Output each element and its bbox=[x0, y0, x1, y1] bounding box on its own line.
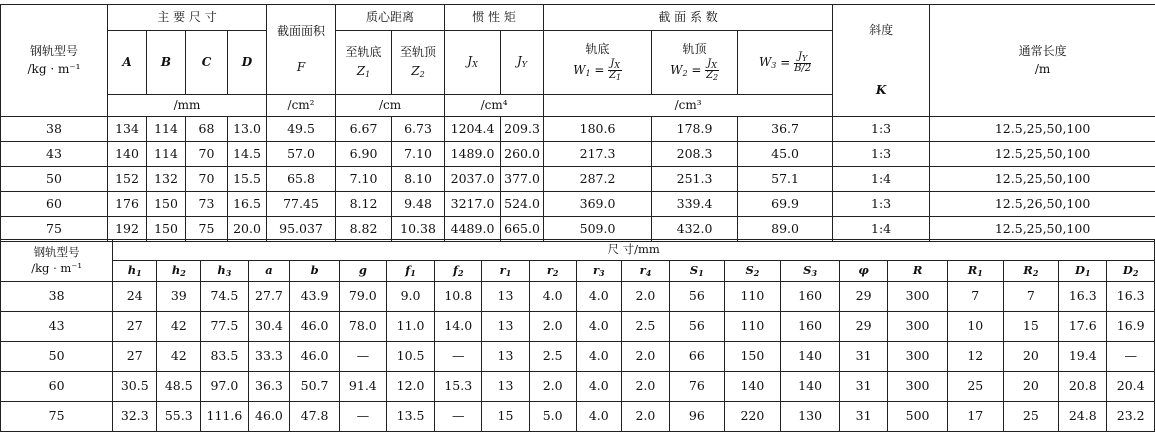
table-cell: 152 bbox=[108, 167, 147, 192]
column-header-r4: $r_4$ bbox=[621, 261, 669, 282]
table-cell: 49.5 bbox=[267, 117, 336, 142]
column-header-φ: φ bbox=[839, 261, 887, 282]
rail-type-cell: 43 bbox=[1, 142, 108, 167]
dim-a: A bbox=[108, 31, 147, 95]
table-cell: 665.0 bbox=[501, 217, 544, 242]
table-cell: 20.8 bbox=[1059, 372, 1107, 402]
table-cell: 19.4 bbox=[1059, 342, 1107, 372]
table-cell: 13 bbox=[482, 342, 529, 372]
rail-type-label-2: 钢轨型号 bbox=[1, 246, 112, 259]
table-cell: 140 bbox=[781, 342, 840, 372]
table-cell: 25 bbox=[1003, 402, 1059, 432]
table-cell: 432.0 bbox=[652, 217, 738, 242]
table-cell: 66 bbox=[670, 342, 725, 372]
table-cell: 7 bbox=[947, 282, 1003, 312]
table-cell: 2.0 bbox=[621, 282, 669, 312]
section-modulus-header: 截 面 系 数 bbox=[544, 5, 833, 31]
table-row bbox=[1, 117, 1155, 142]
table-cell: 27 bbox=[113, 342, 157, 372]
table-cell: 17.6 bbox=[1059, 312, 1107, 342]
table-cell: 134 bbox=[108, 117, 147, 142]
table-cell: 50.7 bbox=[290, 372, 339, 402]
table-cell: 57.1 bbox=[738, 167, 833, 192]
table-cell: 56 bbox=[670, 282, 725, 312]
table-cell: 114 bbox=[147, 117, 186, 142]
table-cell: 140 bbox=[781, 372, 840, 402]
table-cell: 150 bbox=[147, 192, 186, 217]
table-cell: 12.5,25,50,100 bbox=[930, 142, 1155, 167]
unit-cm4: /cm⁴ bbox=[445, 95, 544, 117]
rail-type-cell: 50 bbox=[1, 167, 108, 192]
modulus-w2: 轨顶 $W_2$ = $\frac{J_X}{Z_2}$ bbox=[652, 31, 738, 95]
column-header-b: b bbox=[290, 261, 339, 282]
column-header-d1: $D_1$ bbox=[1059, 261, 1107, 282]
table-cell: 77.5 bbox=[201, 312, 248, 342]
column-header-s2: $S_2$ bbox=[724, 261, 781, 282]
area-header bbox=[267, 5, 336, 95]
unit-cm: /cm bbox=[336, 95, 445, 117]
table-cell: 12 bbox=[947, 342, 1003, 372]
dim-b: B bbox=[147, 31, 186, 95]
table-cell: — bbox=[435, 402, 482, 432]
table-cell: 2.0 bbox=[621, 342, 669, 372]
table-cell: 73 bbox=[186, 192, 228, 217]
table-cell: 42 bbox=[157, 342, 201, 372]
table-cell: 68 bbox=[186, 117, 228, 142]
table-cell: 27.7 bbox=[248, 282, 290, 312]
table-cell: 70 bbox=[186, 167, 228, 192]
table-cell: 110 bbox=[724, 312, 781, 342]
rail-type-unit-2: /kg · m⁻¹ bbox=[1, 262, 112, 275]
table-cell: 14.0 bbox=[435, 312, 482, 342]
table-cell: 89.0 bbox=[738, 217, 833, 242]
table-cell: 114 bbox=[147, 142, 186, 167]
rail-type-header bbox=[1, 5, 108, 117]
table-cell: 25 bbox=[947, 372, 1003, 402]
table-cell: 16.3 bbox=[1059, 282, 1107, 312]
table-cell: 160 bbox=[781, 282, 840, 312]
table-cell: 111.6 bbox=[201, 402, 248, 432]
table-row bbox=[1, 312, 1155, 342]
table-cell: 24 bbox=[113, 282, 157, 312]
table-cell: 46.0 bbox=[290, 342, 339, 372]
table-cell: 2.0 bbox=[529, 372, 576, 402]
table-cell: 70 bbox=[186, 142, 228, 167]
table-cell: 24.8 bbox=[1059, 402, 1107, 432]
rail-type-cell: 38 bbox=[1, 117, 108, 142]
table-cell: 2.0 bbox=[621, 372, 669, 402]
table-cell: 7.10 bbox=[336, 167, 392, 192]
table-cell: 23.2 bbox=[1107, 402, 1155, 432]
column-header-a: a bbox=[248, 261, 290, 282]
table-cell: 4.0 bbox=[576, 402, 621, 432]
dim-c: C bbox=[186, 31, 228, 95]
table-cell: — bbox=[435, 342, 482, 372]
table-cell: 9.0 bbox=[386, 282, 434, 312]
table-cell: 48.5 bbox=[157, 372, 201, 402]
table-cell: 91.4 bbox=[339, 372, 386, 402]
centroid-to-base-label: 至轨底 bbox=[336, 46, 391, 60]
table-cell: 500 bbox=[888, 402, 948, 432]
table-cell: — bbox=[339, 342, 386, 372]
table-cell: 1:3 bbox=[833, 117, 930, 142]
table-cell: 79.0 bbox=[339, 282, 386, 312]
table-cell: 6.73 bbox=[392, 117, 445, 142]
table-cell: 13 bbox=[482, 312, 529, 342]
table-cell: 16.3 bbox=[1107, 282, 1155, 312]
table-cell: 369.0 bbox=[544, 192, 652, 217]
column-header-h1: $h_1$ bbox=[113, 261, 157, 282]
rail-type-cell: 75 bbox=[1, 217, 108, 242]
centroid-to-top: 至轨顶 $Z_2$ bbox=[392, 31, 445, 95]
table-cell: 1:3 bbox=[833, 142, 930, 167]
table-cell: 220 bbox=[724, 402, 781, 432]
table-cell: 140 bbox=[108, 142, 147, 167]
dims-group-header: 尺 寸/mm bbox=[113, 240, 1155, 261]
centroid-to-base: 至轨底 $Z_1$ bbox=[336, 31, 392, 95]
table-cell: 3217.0 bbox=[445, 192, 501, 217]
table-cell: 339.4 bbox=[652, 192, 738, 217]
table-cell: 217.3 bbox=[544, 142, 652, 167]
table-cell: 13 bbox=[482, 372, 529, 402]
table-cell: 36.7 bbox=[738, 117, 833, 142]
column-header-h2: $h_2$ bbox=[157, 261, 201, 282]
table-cell: 17 bbox=[947, 402, 1003, 432]
table-cell: 31 bbox=[839, 402, 887, 432]
table-cell: 78.0 bbox=[339, 312, 386, 342]
table-cell: 130 bbox=[781, 402, 840, 432]
table-cell: 15 bbox=[482, 402, 529, 432]
table-cell: 39 bbox=[157, 282, 201, 312]
centroid-header: 质心距离 bbox=[336, 5, 445, 31]
table-cell: 45.0 bbox=[738, 142, 833, 167]
column-header-d2: $D_2$ bbox=[1107, 261, 1155, 282]
table-cell: 56 bbox=[670, 312, 725, 342]
table-cell: 7 bbox=[1003, 282, 1059, 312]
table-cell: 77.45 bbox=[267, 192, 336, 217]
table-cell: 300 bbox=[888, 312, 948, 342]
length-header bbox=[930, 5, 1155, 117]
table-cell: 10 bbox=[947, 312, 1003, 342]
table-cell: 180.6 bbox=[544, 117, 652, 142]
table-cell: 12.5,25,50,100 bbox=[930, 217, 1155, 242]
column-header-s1: $S_1$ bbox=[670, 261, 725, 282]
centroid-to-top-label: 至轨顶 bbox=[392, 46, 444, 60]
table-cell: 10.8 bbox=[435, 282, 482, 312]
table-cell: 4.0 bbox=[576, 312, 621, 342]
table-cell: 46.0 bbox=[290, 312, 339, 342]
table-cell: 524.0 bbox=[501, 192, 544, 217]
table-cell: 10.38 bbox=[392, 217, 445, 242]
table-cell: 20 bbox=[1003, 372, 1059, 402]
table-row bbox=[1, 342, 1155, 372]
table-cell: 2.0 bbox=[621, 402, 669, 432]
table-cell: 16.5 bbox=[228, 192, 267, 217]
table-cell: 13.0 bbox=[228, 117, 267, 142]
table-cell: 69.9 bbox=[738, 192, 833, 217]
table-cell: 11.0 bbox=[386, 312, 434, 342]
unit-mm: /mm bbox=[108, 95, 267, 117]
table-cell: 7.10 bbox=[392, 142, 445, 167]
table-cell: 300 bbox=[888, 372, 948, 402]
column-header-g: g bbox=[339, 261, 386, 282]
table-cell: 377.0 bbox=[501, 167, 544, 192]
modulus-w3: $W_3$ = $\frac{J_Y}{B/2}$ bbox=[738, 31, 833, 95]
table-cell: 8.82 bbox=[336, 217, 392, 242]
rail-type-label: 钢轨型号 bbox=[1, 45, 107, 59]
table-cell: 178.9 bbox=[652, 117, 738, 142]
table-cell: 5.0 bbox=[529, 402, 576, 432]
table-row bbox=[1, 167, 1155, 192]
table-cell: 8.12 bbox=[336, 192, 392, 217]
table-cell: 32.3 bbox=[113, 402, 157, 432]
table-cell: 209.3 bbox=[501, 117, 544, 142]
table-cell: 4.0 bbox=[576, 282, 621, 312]
table-cell: 20 bbox=[1003, 342, 1059, 372]
table-cell: — bbox=[1107, 342, 1155, 372]
table-cell: 33.3 bbox=[248, 342, 290, 372]
unit-cm3: /cm³ bbox=[544, 95, 833, 117]
table-row bbox=[1, 402, 1155, 432]
table-cell: 1204.4 bbox=[445, 117, 501, 142]
length-unit: /m bbox=[930, 63, 1155, 77]
modulus-base-label: 轨底 bbox=[544, 43, 651, 57]
table-cell: 83.5 bbox=[201, 342, 248, 372]
rail-properties-table bbox=[0, 4, 1155, 242]
column-header-s3: $S_3$ bbox=[781, 261, 840, 282]
table-row bbox=[1, 142, 1155, 167]
table-cell: 12.0 bbox=[386, 372, 434, 402]
table-cell: 29 bbox=[839, 282, 887, 312]
slope-symbol: K bbox=[833, 84, 929, 98]
table-row bbox=[1, 372, 1155, 402]
table-cell: 176 bbox=[108, 192, 147, 217]
table-cell: 9.48 bbox=[392, 192, 445, 217]
table-cell: 13.5 bbox=[386, 402, 434, 432]
column-header-r3: $r_3$ bbox=[576, 261, 621, 282]
table-cell: 150 bbox=[147, 217, 186, 242]
modulus-w1: 轨底 $W_1$ = $\frac{J_X}{Z_1}$ bbox=[544, 31, 652, 95]
table-cell: 46.0 bbox=[248, 402, 290, 432]
table-cell: 14.5 bbox=[228, 142, 267, 167]
table-cell: 2.5 bbox=[621, 312, 669, 342]
table-cell: 43.9 bbox=[290, 282, 339, 312]
table-cell: 55.3 bbox=[157, 402, 201, 432]
table-cell: 74.5 bbox=[201, 282, 248, 312]
table-cell: 75 bbox=[186, 217, 228, 242]
rail-type-cell: 50 bbox=[1, 342, 113, 372]
table-cell: 16.9 bbox=[1107, 312, 1155, 342]
table-cell: 15.5 bbox=[228, 167, 267, 192]
table-cell: 509.0 bbox=[544, 217, 652, 242]
inertia-jx: $J_X$ bbox=[445, 31, 501, 95]
table-cell: 10.5 bbox=[386, 342, 434, 372]
rail-type-unit: /kg · m⁻¹ bbox=[1, 63, 107, 77]
main-dims-header: 主 要 尺 寸 bbox=[108, 5, 267, 31]
table-cell: 160 bbox=[781, 312, 840, 342]
rail-type-cell: 75 bbox=[1, 402, 113, 432]
table-cell: 95.037 bbox=[267, 217, 336, 242]
table-cell: 150 bbox=[724, 342, 781, 372]
table-cell: 300 bbox=[888, 342, 948, 372]
table-cell: 1:4 bbox=[833, 217, 930, 242]
table-cell: 140 bbox=[724, 372, 781, 402]
unit-cm2: /cm² bbox=[267, 95, 336, 117]
table-cell: 4.0 bbox=[529, 282, 576, 312]
table-cell: 27 bbox=[113, 312, 157, 342]
table-cell: 287.2 bbox=[544, 167, 652, 192]
column-header-f1: $f_1$ bbox=[386, 261, 434, 282]
table-cell: 4489.0 bbox=[445, 217, 501, 242]
table-cell: 6.67 bbox=[336, 117, 392, 142]
table-cell: 97.0 bbox=[201, 372, 248, 402]
table-cell: 20.0 bbox=[228, 217, 267, 242]
table-cell: 251.3 bbox=[652, 167, 738, 192]
table-row bbox=[1, 217, 1155, 242]
table-cell: 260.0 bbox=[501, 142, 544, 167]
column-header-r2: $R_2$ bbox=[1003, 261, 1059, 282]
table-cell: 76 bbox=[670, 372, 725, 402]
rail-type-cell: 60 bbox=[1, 192, 108, 217]
table-cell: 208.3 bbox=[652, 142, 738, 167]
table-cell: 31 bbox=[839, 342, 887, 372]
modulus-top-label: 轨顶 bbox=[652, 43, 737, 57]
table-cell: 65.8 bbox=[267, 167, 336, 192]
column-header-h3: $h_3$ bbox=[201, 261, 248, 282]
column-header-r1: $R_1$ bbox=[947, 261, 1003, 282]
table-cell: 4.0 bbox=[576, 342, 621, 372]
slope-header bbox=[833, 5, 930, 117]
table-cell: 12.5,25,50,100 bbox=[930, 117, 1155, 142]
table-cell: 2.0 bbox=[529, 312, 576, 342]
column-header-r1: $r_1$ bbox=[482, 261, 529, 282]
table-cell: 57.0 bbox=[267, 142, 336, 167]
table-cell: 15.3 bbox=[435, 372, 482, 402]
column-header-r: R bbox=[888, 261, 948, 282]
column-header-f2: $f_2$ bbox=[435, 261, 482, 282]
table-cell: 2037.0 bbox=[445, 167, 501, 192]
table-cell: 15 bbox=[1003, 312, 1059, 342]
area-symbol: F bbox=[267, 61, 335, 75]
table-cell: 110 bbox=[724, 282, 781, 312]
inertia-header: 惯 性 矩 bbox=[445, 5, 544, 31]
table-cell: 42 bbox=[157, 312, 201, 342]
table-cell: 1:3 bbox=[833, 192, 930, 217]
rail-type-header-2 bbox=[1, 240, 113, 282]
rail-type-cell: 60 bbox=[1, 372, 113, 402]
table-cell: 31 bbox=[839, 372, 887, 402]
table-cell: 1489.0 bbox=[445, 142, 501, 167]
table-cell: 29 bbox=[839, 312, 887, 342]
rail-type-cell: 43 bbox=[1, 312, 113, 342]
table-cell: 12.5,25,50,100 bbox=[930, 167, 1155, 192]
table-cell: 6.90 bbox=[336, 142, 392, 167]
column-header-r2: $r_2$ bbox=[529, 261, 576, 282]
table-cell: 20.4 bbox=[1107, 372, 1155, 402]
length-label: 通常长度 bbox=[930, 45, 1155, 59]
table-cell: 192 bbox=[108, 217, 147, 242]
table-row bbox=[1, 282, 1155, 312]
table-row bbox=[1, 192, 1155, 217]
rail-type-cell: 38 bbox=[1, 282, 113, 312]
table-cell: 1:4 bbox=[833, 167, 930, 192]
table-cell: 30.5 bbox=[113, 372, 157, 402]
table-cell: 13 bbox=[482, 282, 529, 312]
table-cell: 12.5,26,50,100 bbox=[930, 192, 1155, 217]
table-cell: 36.3 bbox=[248, 372, 290, 402]
inertia-jy: $J_Y$ bbox=[501, 31, 544, 95]
table-cell: 47.8 bbox=[290, 402, 339, 432]
table-cell: 300 bbox=[888, 282, 948, 312]
table-cell: 132 bbox=[147, 167, 186, 192]
table-cell: 8.10 bbox=[392, 167, 445, 192]
table-cell: 30.4 bbox=[248, 312, 290, 342]
dim-d: D bbox=[228, 31, 267, 95]
slope-label: 斜度 bbox=[833, 24, 929, 38]
table-cell: 96 bbox=[670, 402, 725, 432]
rail-dimensions-table bbox=[0, 239, 1155, 432]
area-label: 截面面积 bbox=[267, 25, 335, 39]
table-cell: — bbox=[339, 402, 386, 432]
table-cell: 2.5 bbox=[529, 342, 576, 372]
table-cell: 4.0 bbox=[576, 372, 621, 402]
